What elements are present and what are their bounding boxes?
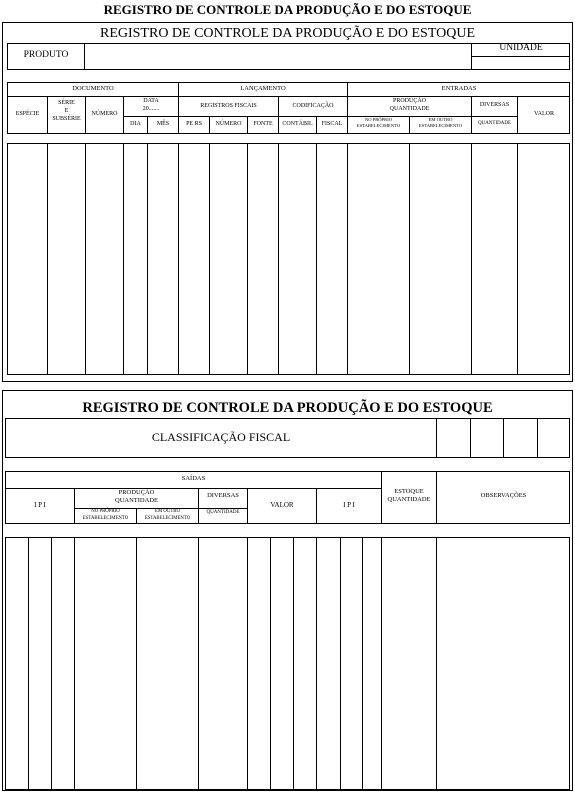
serie-e-header: E	[64, 108, 69, 114]
subserie-header: SUBSÉRIE	[52, 116, 81, 122]
numero-lanc-header: NÚMERO	[215, 121, 242, 127]
em-outro-saidas-1: EM OUTRO	[155, 509, 180, 514]
classificacao-cell-2[interactable]	[471, 419, 503, 457]
observacoes-header: OBSERVAÇÕES	[480, 492, 527, 499]
ipi-left-header: I P I	[34, 501, 46, 509]
dia-header: DIA	[130, 121, 141, 127]
producao-saidas-qtd-header: QUANTIDADE	[115, 497, 158, 504]
em-outro-header-2: ESTABELECIMENTO	[418, 123, 463, 128]
pe-rs-header: PE RS	[186, 121, 202, 127]
page-title: REGISTRO DE CONTROLE DA PRODUÇÃO E DO ESTOQUE	[103, 2, 472, 17]
em-outro-saidas-2: ESTABELECIMENTO	[144, 516, 191, 521]
sheet-1-title: REGISTRO DE CONTROLE DA PRODUÇÃO E DO ESTOQUE	[99, 26, 476, 41]
classificacao-cell-4[interactable]	[538, 419, 569, 457]
saidas-header: SAÍDAS	[181, 475, 206, 482]
em-outro-header-1: EM OUTRO	[428, 117, 453, 122]
diversas-saidas-qtd-header: QUANTIDADE	[206, 510, 240, 515]
data-header: DATA	[143, 98, 159, 104]
body-table-2[interactable]	[5, 537, 570, 790]
produto-label: PRODUTO	[23, 50, 69, 60]
registros-fiscais-header: REGISTROS FISCAIS	[200, 103, 257, 109]
valor-saidas-header: VALOR	[270, 501, 294, 509]
entradas-header: ENTRADAS	[441, 85, 477, 92]
documento-header: DOCUMENTO	[72, 85, 114, 92]
classificacao-cell-1[interactable]	[437, 419, 470, 457]
fiscal-header: FISCAL	[321, 121, 343, 127]
diversas-saidas-header: DIVERSAS	[207, 492, 239, 499]
estoque-header: ESTOQUE	[394, 488, 424, 495]
data-year-header: 20.......	[142, 106, 160, 112]
diversas-header: DIVERSAS	[479, 102, 510, 108]
ipi-right-header: I P I	[343, 501, 355, 509]
no-proprio-saidas-1: NO PRÓPRIO	[91, 509, 120, 514]
producao-saidas-header: PRODUÇÃO	[118, 489, 155, 496]
produto-field[interactable]	[85, 44, 470, 69]
mes-header: MÊS	[156, 121, 170, 127]
codificacao-header: CODIFICAÇÃO	[292, 103, 334, 109]
classificacao-cell-3[interactable]	[504, 419, 537, 457]
no-proprio-saidas-2: ESTABELECIMENTO	[82, 516, 129, 521]
no-proprio-header-2: ESTABELECIMENTO	[356, 123, 401, 128]
especie-header: ESPÉCIE	[15, 111, 40, 117]
unidade-field[interactable]	[472, 57, 570, 69]
valor-entradas-header: VALOR	[534, 111, 554, 117]
classificacao-label: CLASSIFICAÇÃO FISCAL	[151, 430, 291, 444]
fonte-header: FONTE	[253, 121, 273, 127]
sheet-2-title: REGISTRO DE CONTROLE DA PRODUÇÃO E DO ESTOQUE	[82, 400, 493, 416]
numero-doc-header: NÚMERO	[91, 111, 118, 117]
producao-qtd-header: QUANTIDADE	[389, 106, 430, 112]
lancamento-header: LANÇAMENTO	[240, 85, 286, 92]
serie-header: SÉRIE	[58, 100, 75, 106]
no-proprio-header-1: NO PRÓPRIO	[364, 117, 393, 122]
body-table-1[interactable]	[7, 143, 570, 375]
diversas-qtd-header: QUANTIDADE	[477, 121, 512, 126]
unidade-label: UNIDADE	[499, 43, 543, 53]
estoque-qtd-header: QUANTIDADE	[387, 496, 431, 503]
contabil-header: CONTÁBIL	[282, 121, 313, 127]
producao-header: PRODUÇÃO	[392, 98, 426, 104]
